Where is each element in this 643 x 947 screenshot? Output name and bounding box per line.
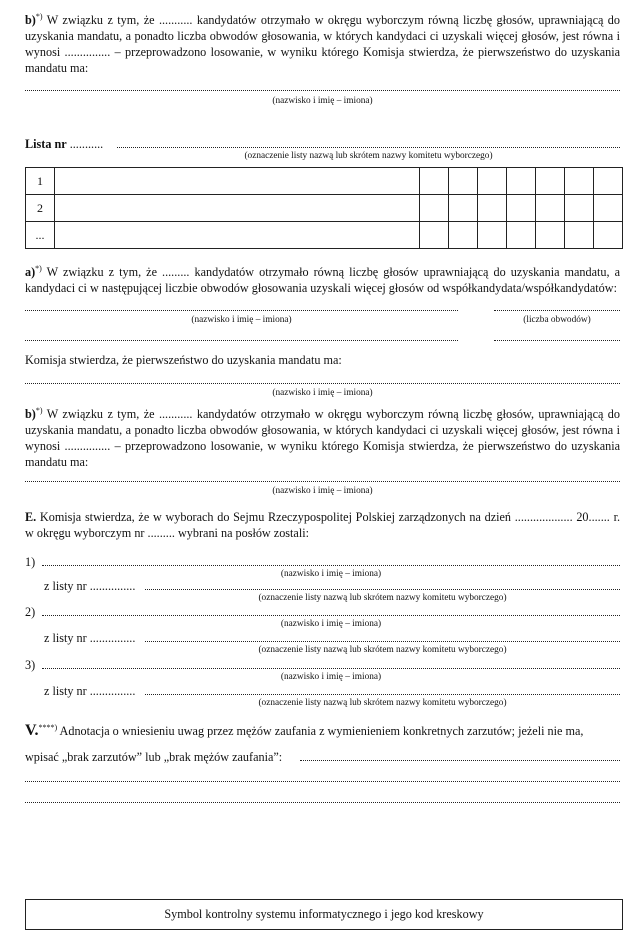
section-e-paragraph [25, 509, 620, 541]
barcode-box-label: Symbol kontrolny systemu informatycznego i jego kod kreskowy [164, 907, 484, 921]
count-cell[interactable] [449, 168, 478, 195]
section-a-text: W związku z tym, że ......... kandydatów otrzymało równą liczbę głosów uprawniającą do uzyskania mandatu, a kandydaci ci w następującej liczbie obwodów głosowania uzyskali więcej głosów od współkandydata/współkandydatów: [25, 265, 621, 295]
count-cell[interactable] [594, 195, 623, 222]
elected-list-label: z listy nr ............... [44, 579, 136, 593]
section-a-count-field-1[interactable] [494, 310, 620, 311]
candidate-name-cell[interactable] [55, 195, 420, 222]
lista-label: Lista nr [25, 137, 67, 151]
row-number: ... [26, 222, 55, 249]
section-b2-name-field[interactable] [25, 481, 620, 482]
elected-entry-number: 1) [25, 555, 36, 569]
count-cell[interactable] [594, 168, 623, 195]
elected-list-caption: (oznaczenie listy nazwą lub skrótem nazwy komitetu wyborczego) [258, 698, 507, 708]
count-cell[interactable] [565, 168, 594, 195]
section-b1-text: W związku z tym, że ........... kandydatów otrzymało w okręgu wyborczym równą liczbę głosów, uprawniającą do uzyskania mandatu, a ponadto liczba obwodów głosowania, w których kandydaci ci uzyskali więcej głosów, jest równa i wynosi ............... – przeprowadzono losowanie, w wyniku którego Komisja stwierdza, że pierwszeństwo do uzyskania mandatu ma: [25, 13, 620, 75]
section-v-footnote-mark: ****) [38, 723, 58, 732]
section-b2-caption: (nazwisko i imię – imiona) [272, 486, 373, 496]
count-cell[interactable] [478, 168, 507, 195]
count-cell[interactable] [594, 222, 623, 249]
count-cell[interactable] [478, 222, 507, 249]
elected-list-label: z listy nr ............... [44, 684, 136, 698]
section-v-line1-text: Adnotacja o wniesieniu uwag przez mężów zaufania z wymienieniem konkretnych zarzutów; jeżeli nie ma, [59, 724, 584, 738]
lista-number-dots: ........... [69, 137, 104, 151]
section-v-field-1[interactable] [300, 760, 620, 761]
elected-name-caption: (nazwisko i imię – imiona) [280, 672, 382, 682]
section-v-field-2[interactable] [25, 781, 620, 782]
count-cell[interactable] [536, 168, 565, 195]
row-number: 2 [26, 195, 55, 222]
section-a-name-field-2[interactable] [25, 340, 458, 341]
section-b1-caption: (nazwisko i imię – imiona) [272, 96, 373, 106]
section-e-label: E. [25, 510, 37, 524]
section-v-label: V. [25, 722, 39, 739]
row-number: 1 [26, 168, 55, 195]
elected-list-label: z listy nr ............... [44, 631, 136, 645]
count-cell[interactable] [536, 222, 565, 249]
count-cell[interactable] [420, 222, 449, 249]
section-b2-paragraph [25, 406, 620, 470]
section-v-line-1 [25, 723, 583, 739]
count-cell[interactable] [536, 195, 565, 222]
section-a-footnote-mark: *) [35, 264, 42, 273]
section-b1-label: b) [25, 13, 36, 27]
count-cell[interactable] [478, 195, 507, 222]
table-row [26, 222, 623, 249]
elected-name-field[interactable] [42, 668, 620, 669]
section-a-commission-text: Komisja stwierdza, że pierwszeństwo do uzyskania mandatu ma: [25, 353, 342, 367]
section-b1-paragraph [25, 12, 620, 76]
section-a-label: a) [25, 265, 36, 279]
elected-name-field[interactable] [42, 565, 620, 566]
table-row [26, 195, 623, 222]
lista-row [25, 136, 103, 152]
elected-list-field[interactable] [145, 641, 620, 642]
count-cell[interactable] [565, 222, 594, 249]
section-b1-footnote-mark: *) [35, 12, 43, 21]
count-cell[interactable] [507, 222, 536, 249]
section-b2-text: W związku z tym, że ........... kandydatów otrzymało w okręgu wyborczym równą liczbę głosów, uprawniającą do uzyskania mandatu, a ponadto liczba obwodów głosowania, w których kandydaci ci uzyskali więcej głosów, jest równa i wynosi ............... – przeprowadzono losowanie, w wyniku którego Komisja stwierdza, że pierwszeństwo do uzyskania mandatu ma: [25, 407, 620, 469]
section-v-field-3[interactable] [25, 802, 620, 803]
section-a-name-field-1[interactable] [25, 310, 458, 311]
count-cell[interactable] [449, 222, 478, 249]
count-cell[interactable] [507, 168, 536, 195]
elected-entry-number: 3) [25, 658, 36, 672]
section-e-text: Komisja stwierdza, że w wyborach do Sejmu Rzeczypospolitej Polskiej zarządzonych na dzień ................... 20....... r. w okręgu wyborczym nr ......... wybrani na posłów zostali: [25, 510, 621, 540]
candidate-name-cell[interactable] [55, 168, 420, 195]
elected-name-caption: (nazwisko i imię – imiona) [280, 619, 382, 629]
count-cell[interactable] [565, 195, 594, 222]
section-a-caption-count: (liczba obwodów) [523, 315, 591, 325]
count-cell[interactable] [449, 195, 478, 222]
elected-name-field[interactable] [42, 615, 620, 616]
section-b1-name-field[interactable] [25, 90, 620, 91]
candidate-table [25, 167, 623, 249]
section-b2-footnote-mark: *) [35, 406, 43, 415]
section-a-caption: (nazwisko i imię – imiona) [272, 388, 373, 398]
elected-list-field[interactable] [145, 694, 620, 695]
elected-list-caption: (oznaczenie listy nazwą lub skrótem nazwy komitetu wyborczego) [258, 645, 507, 655]
lista-name-field[interactable] [117, 147, 620, 148]
count-cell[interactable] [507, 195, 536, 222]
elected-list-caption: (oznaczenie listy nazwą lub skrótem nazwy komitetu wyborczego) [258, 593, 507, 603]
elected-entry-number: 2) [25, 605, 36, 619]
count-cell[interactable] [420, 195, 449, 222]
section-a-winner-field[interactable] [25, 383, 620, 384]
lista-caption: (oznaczenie listy nazwą lub skrótem nazwy komitetu wyborczego) [244, 151, 493, 161]
elected-name-caption: (nazwisko i imię – imiona) [280, 569, 382, 579]
table-row [26, 168, 623, 195]
candidate-name-cell[interactable] [55, 222, 420, 249]
count-cell[interactable] [420, 168, 449, 195]
section-a-count-field-2[interactable] [494, 340, 620, 341]
section-v-line2-text: wpisać „brak zarzutów” lub „brak mężów zaufania”: [25, 750, 283, 764]
section-b2-label: b) [25, 407, 36, 421]
barcode-box [25, 899, 623, 930]
elected-list-field[interactable] [145, 589, 620, 590]
section-a-caption-name: (nazwisko i imię – imiona) [191, 315, 292, 325]
section-a-paragraph [25, 264, 620, 296]
